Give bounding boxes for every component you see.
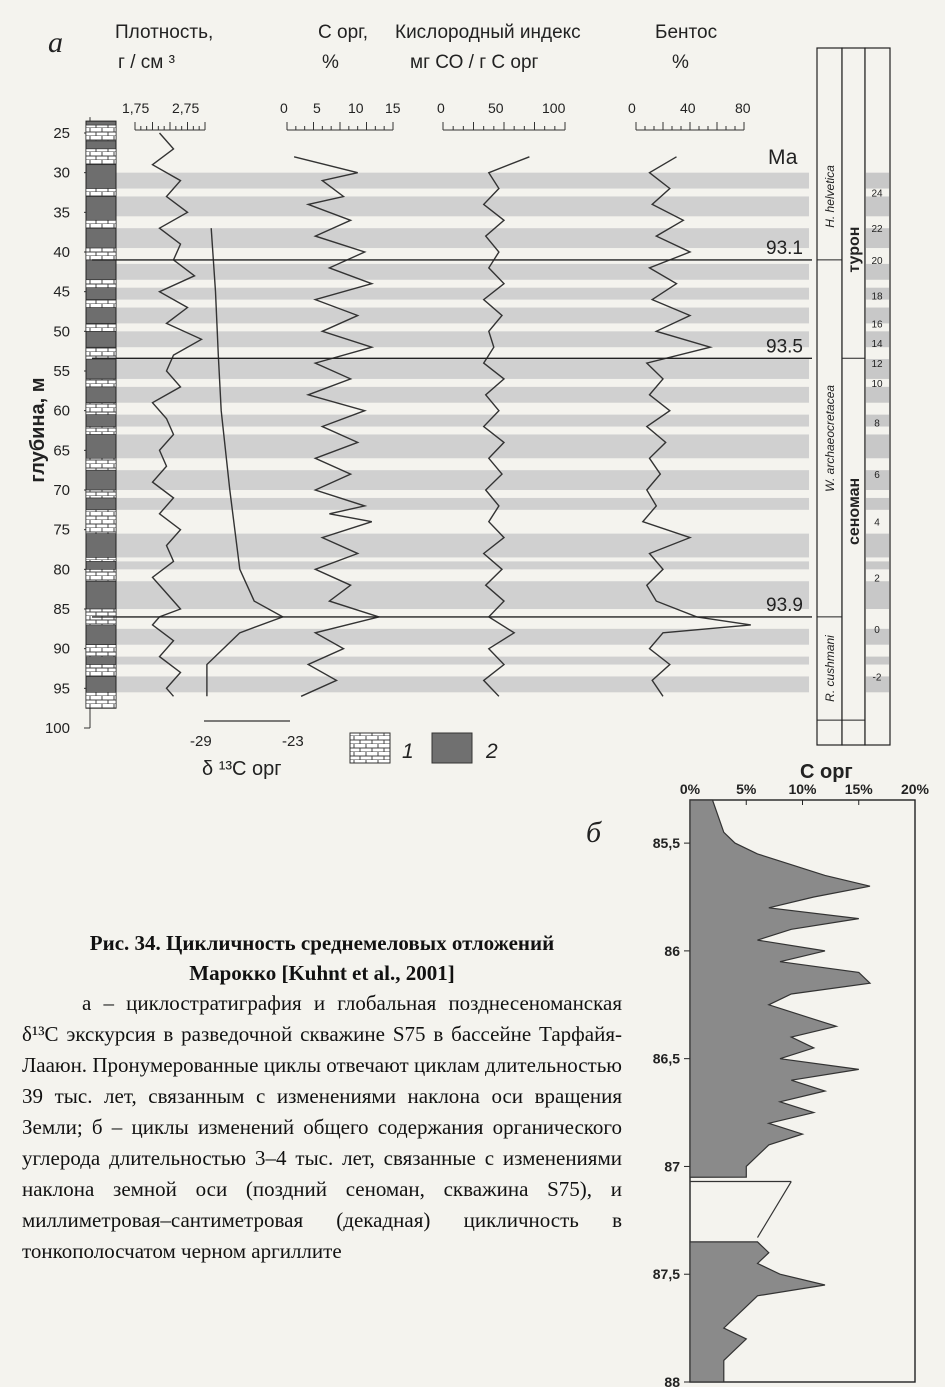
cycle-number: 16 — [871, 319, 883, 331]
d13c-min-label: -29 — [190, 733, 212, 750]
cycle-band — [866, 173, 889, 189]
shaded-band — [92, 308, 809, 324]
shaded-band — [92, 498, 809, 510]
lithology-limestone — [86, 220, 116, 228]
legend — [350, 733, 498, 763]
figure-caption — [22, 928, 622, 1267]
depth-tick-label: 30 — [53, 164, 70, 182]
lithology-limestone — [86, 300, 116, 308]
shaded-band — [92, 561, 809, 569]
depth-tick-label: 90 — [53, 640, 70, 658]
track-tick-label: 80 — [735, 100, 751, 116]
depth-axis-label: глубина, м — [27, 377, 49, 483]
d13c-axis — [190, 721, 304, 780]
depth-tick-label: 40 — [53, 244, 70, 261]
panel-b-x-label: 0% — [679, 781, 701, 797]
zone-columns — [817, 48, 890, 745]
corg-units: % — [322, 52, 339, 73]
cycle-band — [866, 498, 889, 510]
lithology-limestone — [86, 645, 116, 657]
panel-b-x-label: 10% — [788, 781, 817, 797]
panel-b-x-label: 15% — [844, 781, 873, 797]
panel-b-x-label: 20% — [900, 781, 930, 797]
oxygen-units: мг СО / г С орг — [410, 52, 539, 73]
legend-shale-swatch — [432, 733, 472, 763]
panel-b-y-label: 87 — [664, 1158, 680, 1175]
track-tick-label: 0 — [280, 100, 288, 116]
panel-b-y-label: 87,5 — [652, 1266, 680, 1283]
age-label: 93.5 — [766, 336, 803, 358]
age-label: 93.9 — [766, 594, 803, 616]
age-label: 93.1 — [766, 237, 803, 259]
track-tick-label: 0 — [437, 100, 445, 116]
panel-a-label: а — [48, 26, 63, 59]
panel-b-chart — [653, 781, 930, 1387]
caption-title-2: Марокко [Kuhnt et al., 2001] — [189, 961, 455, 985]
cycle-number: 18 — [871, 291, 883, 303]
cycle-number: 0 — [874, 624, 880, 636]
lithology-limestone — [86, 379, 116, 387]
shaded-band — [92, 264, 809, 280]
cycle-number: 8 — [874, 418, 880, 430]
panel-b-x-label: 5% — [736, 781, 757, 797]
legend-2-label: 2 — [486, 740, 498, 763]
caption-title-1: Рис. 34. Цикличность среднемеловых отложений — [89, 931, 555, 955]
depth-tick-label: 95 — [53, 680, 70, 698]
track-tick-label: 15 — [385, 100, 401, 116]
ma-label: Ма — [768, 146, 798, 169]
lithology-column — [86, 121, 116, 708]
shaded-band — [92, 534, 809, 558]
track-tick-label: 50 — [488, 100, 504, 116]
shaded-band — [92, 228, 809, 248]
depth-tick-label: 25 — [53, 125, 70, 142]
cycle-number: 2 — [874, 573, 880, 585]
lithology-limestone — [86, 458, 116, 470]
cycle-band — [866, 581, 889, 609]
panel-b-label: б — [586, 816, 602, 849]
depth-tick-label: 65 — [53, 442, 70, 460]
lithology-limestone — [86, 323, 116, 331]
track-tick-label: 0 — [628, 100, 636, 116]
benthos-header: Бентос — [655, 22, 718, 43]
cycle-band — [866, 534, 889, 558]
shaded-band — [92, 359, 809, 379]
track-tick-label: 10 — [348, 100, 364, 116]
caption-body: а – циклостратиграфия и глобальная позднесеноманская δ¹³С экскурсия в разведочной скважине S75 в бассейне Тарфайя-Лааюн. Пронумерованные циклы отвечают циклам длительностью 39 тыс. лет, связанным с изменениями наклона оси вращения Земли; б – циклы изменений общего содержания органического углерода длительностью 3–4 тыс. лет, связанные с изменениями наклона земной оси (поздний сеноман, скважина S75), и миллиметровая–сантиметровая (декадная) цикличность в тонкополосчатом черном аргиллите — [22, 991, 622, 1263]
lithology-limestone — [86, 665, 116, 677]
depth-tick-label: 45 — [53, 283, 70, 301]
track-tick-label: 100 — [542, 100, 566, 116]
depth-tick-label: 100 — [44, 720, 70, 737]
shaded-band — [92, 434, 809, 458]
stage-label: сеноман — [846, 477, 863, 546]
cycle-number: 14 — [871, 339, 883, 351]
lithology-limestone — [86, 427, 116, 435]
depth-tick-label: 75 — [53, 521, 70, 539]
legend-1-label: 1 — [402, 740, 414, 763]
depth-tick-label: 80 — [53, 561, 70, 579]
panel-b-y-label: 85,5 — [652, 835, 680, 852]
legend-limestone-swatch — [350, 733, 390, 763]
shaded-band — [92, 415, 809, 427]
shaded-band — [92, 288, 809, 300]
density-units: г / см ³ — [118, 52, 175, 73]
depth-tick-label: 85 — [53, 601, 70, 618]
track-tick-label: 40 — [680, 100, 696, 116]
zone-label: W. archaeocretacea — [823, 384, 837, 492]
cycle-number: 22 — [871, 224, 883, 236]
panel-b-title: С орг — [800, 761, 853, 783]
corg-header: С орг, — [318, 22, 369, 43]
shaded-band — [92, 676, 809, 692]
shaded-band — [92, 387, 809, 403]
d13c-axis-label: δ ¹³С орг — [202, 758, 282, 780]
panel-b-y-label: 86,5 — [652, 1050, 680, 1067]
track-x-axes — [122, 100, 751, 130]
depth-tick-label: 35 — [53, 204, 70, 222]
panel-b-y-label: 86 — [664, 942, 680, 959]
lithology-limestone — [86, 569, 116, 581]
benthos-units: % — [672, 52, 689, 73]
d13c-max-label: -23 — [282, 733, 304, 750]
cycle-number: 24 — [871, 188, 883, 200]
lithology-limestone — [86, 692, 116, 708]
lithology-limestone — [86, 280, 116, 288]
panel-b-y-label: 88 — [664, 1374, 680, 1387]
zone-label: R. cushmani — [823, 635, 837, 702]
track-tick-label: 1,75 — [122, 100, 150, 116]
shaded-band — [92, 173, 809, 189]
depth-tick-label: 60 — [53, 402, 70, 420]
track-tick-label: 2,75 — [172, 100, 200, 116]
lithology-limestone — [86, 490, 116, 498]
cycle-band — [866, 657, 889, 665]
cycle-number: 12 — [871, 359, 883, 371]
track-tick-label: 5 — [313, 100, 321, 116]
lithology-limestone — [86, 347, 116, 359]
stage-label: турон — [846, 226, 863, 273]
shaded-band — [92, 196, 809, 216]
depth-tick-label: 50 — [53, 323, 70, 341]
lithology-limestone — [86, 557, 116, 561]
cycle-number: 6 — [874, 470, 880, 482]
cycle-number: 20 — [871, 255, 883, 267]
cycle-band — [866, 434, 889, 458]
shaded-cycle-bands — [92, 173, 809, 693]
depth-axis — [45, 117, 90, 737]
density-header: Плотность, — [115, 22, 214, 43]
shaded-band — [92, 581, 809, 609]
zone-label: H. helvetica — [823, 165, 837, 228]
shaded-band — [92, 657, 809, 665]
cycle-number: -2 — [872, 672, 882, 684]
depth-tick-label: 70 — [53, 482, 70, 499]
lithology-limestone — [86, 189, 116, 197]
lithology-limestone — [86, 149, 116, 165]
shaded-band — [92, 470, 809, 490]
cycle-number: 4 — [874, 517, 880, 529]
cycle-number: 10 — [871, 378, 883, 390]
oxygen-header: Кислородный индекс — [395, 22, 581, 43]
cycle-band — [866, 561, 889, 569]
lithology-limestone — [86, 125, 116, 141]
zone-column — [842, 48, 865, 745]
lithology-limestone — [86, 248, 116, 260]
depth-tick-label: 55 — [53, 363, 70, 380]
shaded-band — [92, 629, 809, 645]
lithology-limestone — [86, 510, 116, 534]
lithology-limestone — [86, 403, 116, 415]
